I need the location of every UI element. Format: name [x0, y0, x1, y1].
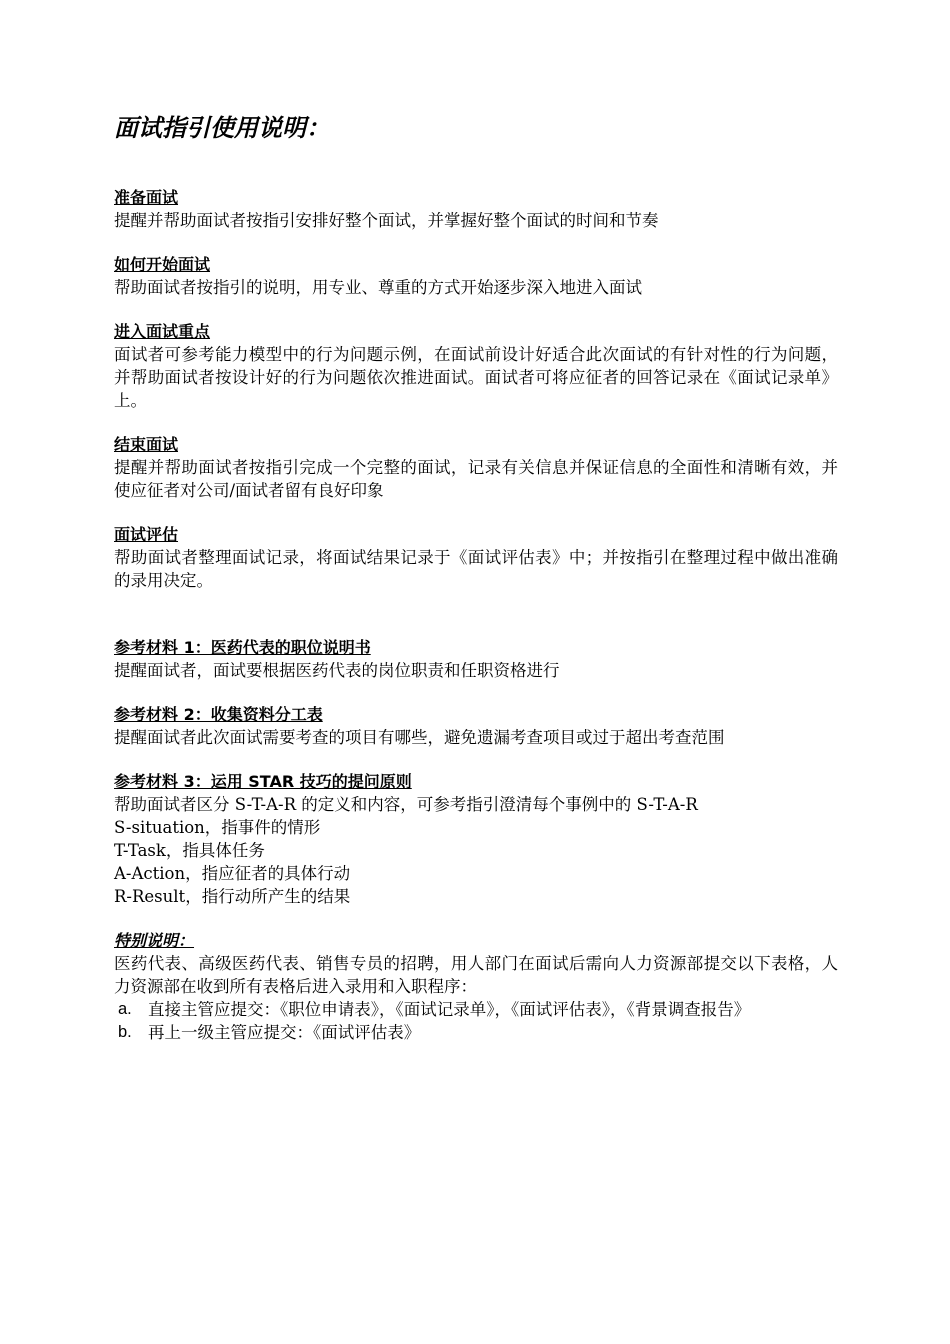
- reference-job-description: [114, 636, 838, 682]
- reference-body: 提醒面试者此次面试需要考查的项目有哪些，避免遗漏考查项目或过于超出考查范围: [114, 728, 725, 747]
- star-line-task: T-Task，指具体任务: [114, 841, 265, 860]
- reference-body: 提醒面试者，面试要根据医药代表的岗位职责和任职资格进行: [114, 661, 560, 680]
- section-heading: 准备面试: [114, 188, 179, 207]
- section-body: 面试者可参考能力模型中的行为问题示例，在面试前设计好适合此次面试的有针对性的行为问题，并帮助面试者按设计好的行为问题依次推进面试。面试者可将应征者的回答记录在《面试记录单》上。: [114, 345, 838, 410]
- star-line-situation: S-situation，指事件的情形: [114, 818, 321, 837]
- section-heading: 进入面试重点: [114, 322, 211, 341]
- star-line: 帮助面试者区分 S-T-A-R 的定义和内容，可参考指引澄清每个事例中的 S-T-A-R: [114, 795, 698, 814]
- reference-heading: 参考材料 2：收集资料分工表: [114, 705, 323, 724]
- reference-heading: 参考材料 1：医药代表的职位说明书: [114, 638, 371, 657]
- special-heading: 特别说明：: [114, 931, 195, 950]
- section-prepare-interview: [114, 186, 838, 232]
- document-title: 面试指引使用说明：: [114, 114, 330, 142]
- list-item: [114, 998, 838, 1021]
- section-start-interview: [114, 253, 838, 299]
- star-line-result: R-Result，指行动所产生的结果: [114, 887, 351, 906]
- section-body: 提醒并帮助面试者按指引安排好整个面试，并掌握好整个面试的时间和节奏: [114, 211, 659, 230]
- section-body: 提醒并帮助面试者按指引完成一个完整的面试，记录有关信息并保证信息的全面性和清晰有效，并使应征者对公司/面试者留有良好印象: [114, 458, 838, 500]
- section-interview-focus: [114, 320, 838, 412]
- section-end-interview: [114, 433, 838, 502]
- section-body: 帮助面试者按指引的说明，用专业、尊重的方式开始逐步深入地进入面试: [114, 278, 642, 297]
- section-heading: 如何开始面试: [114, 255, 211, 274]
- section-heading: 结束面试: [114, 435, 179, 454]
- reference-star-technique: [114, 770, 838, 908]
- special-notes: [114, 929, 838, 1044]
- section-body: 帮助面试者整理面试记录，将面试结果记录于《面试评估表》中；并按指引在整理过程中做出准确的录用决定。: [114, 548, 838, 590]
- list-item-text: 再上一级主管应提交：《面试评估表》: [148, 1023, 421, 1042]
- reference-heading: 参考材料 3：运用 STAR 技巧的提问原则: [114, 772, 412, 791]
- section-interview-evaluation: [114, 523, 838, 592]
- document-page: [114, 112, 838, 1044]
- list-item: [114, 1021, 838, 1044]
- star-line-action: A-Action，指应征者的具体行动: [114, 864, 351, 883]
- section-heading: 面试评估: [114, 525, 179, 544]
- special-body: 医药代表、高级医药代表、销售专员的招聘，用人部门在面试后需向人力资源部提交以下表格，人力资源部在收到所有表格后进入录用和入职程序：: [114, 954, 838, 996]
- special-list: [114, 998, 838, 1044]
- reference-division-of-work: [114, 703, 838, 749]
- list-marker: a.: [118, 1000, 132, 1018]
- list-item-text: 直接主管应提交：《职位申请表》，《面试记录单》，《面试评估表》，《背景调查报告》: [148, 1000, 751, 1019]
- list-marker: b.: [118, 1023, 132, 1041]
